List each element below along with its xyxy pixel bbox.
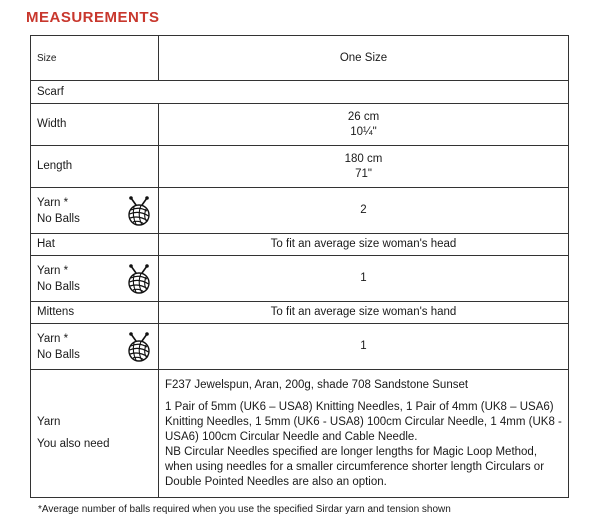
yarn-label: Yarn * <box>37 196 69 209</box>
section-label-hat: Hat <box>31 234 159 256</box>
nb-note: NB Circular Needles specified are longer lengths for Magic Loop Method, when using needles for a smaller circumference shorter length Circulars or Double Pointed Needles are also an option. <box>165 445 545 488</box>
table-row <box>31 146 569 188</box>
yarn-ball-with-needles-icon <box>124 332 154 362</box>
hat-balls-value: 1 <box>159 256 569 302</box>
mittens-balls-value: 1 <box>159 324 569 370</box>
section-row-hat <box>31 234 569 256</box>
footnote: *Average number of balls required when you use the specified Sirdar yarn and tension shown <box>38 504 451 515</box>
width-value <box>159 104 569 146</box>
mittens-fit: To fit an average size woman's hand <box>159 302 569 324</box>
table-row <box>31 256 569 302</box>
balls-label: No Balls <box>37 348 80 361</box>
measurements-table <box>30 35 569 498</box>
section-row-scarf <box>31 81 569 104</box>
section-label-scarf: Scarf <box>31 81 569 104</box>
yarn-label: Yarn * <box>37 264 69 277</box>
size-label: Size <box>31 36 159 81</box>
mittens-yarn-cell <box>31 324 159 370</box>
balls-label: No Balls <box>37 212 80 225</box>
width-label: Width <box>31 104 159 146</box>
length-in: 71" <box>355 167 372 180</box>
scarf-yarn-cell <box>31 188 159 234</box>
yarn-ball-with-needles-icon <box>124 196 154 226</box>
yarn-ball-with-needles-icon <box>124 264 154 294</box>
materials-values <box>159 370 569 498</box>
scarf-balls-value: 2 <box>159 188 569 234</box>
yarn-label: Yarn * <box>37 332 69 345</box>
width-cm: 26 cm <box>347 110 380 123</box>
hat-fit: To fit an average size woman's head <box>159 234 569 256</box>
materials-labels <box>31 370 159 498</box>
materials-row <box>31 370 569 498</box>
table-row <box>31 36 569 81</box>
hat-yarn-cell <box>31 256 159 302</box>
yarn-material-value: F237 Jewelspun, Aran, 200g, shade 708 Sandstone Sunset <box>165 378 469 391</box>
section-label-mittens: Mittens <box>31 302 159 324</box>
length-cm: 180 cm <box>344 152 383 165</box>
page-title: MEASUREMENTS <box>26 9 160 26</box>
you-also-need-label: You also need <box>37 438 110 450</box>
table-row <box>31 104 569 146</box>
table-row <box>31 188 569 234</box>
length-label: Length <box>31 146 159 188</box>
size-value: One Size <box>159 36 569 81</box>
section-row-mittens <box>31 302 569 324</box>
yarn-material-label: Yarn <box>37 416 61 428</box>
balls-label: No Balls <box>37 280 80 293</box>
table-row <box>31 324 569 370</box>
you-also-need-value: 1 Pair of 5mm (UK6 – USA8) Knitting Needles, 1 Pair of 4mm (UK8 – USA6) Knitting Needles, 1 5mm (UK6 - USA8) 100cm Circular Needle, 1 4mm (UK8 - USA6) 100cm Circular Needle and Cable Needle. <box>165 400 562 443</box>
length-value <box>159 146 569 188</box>
width-in: 10¼" <box>350 125 377 138</box>
